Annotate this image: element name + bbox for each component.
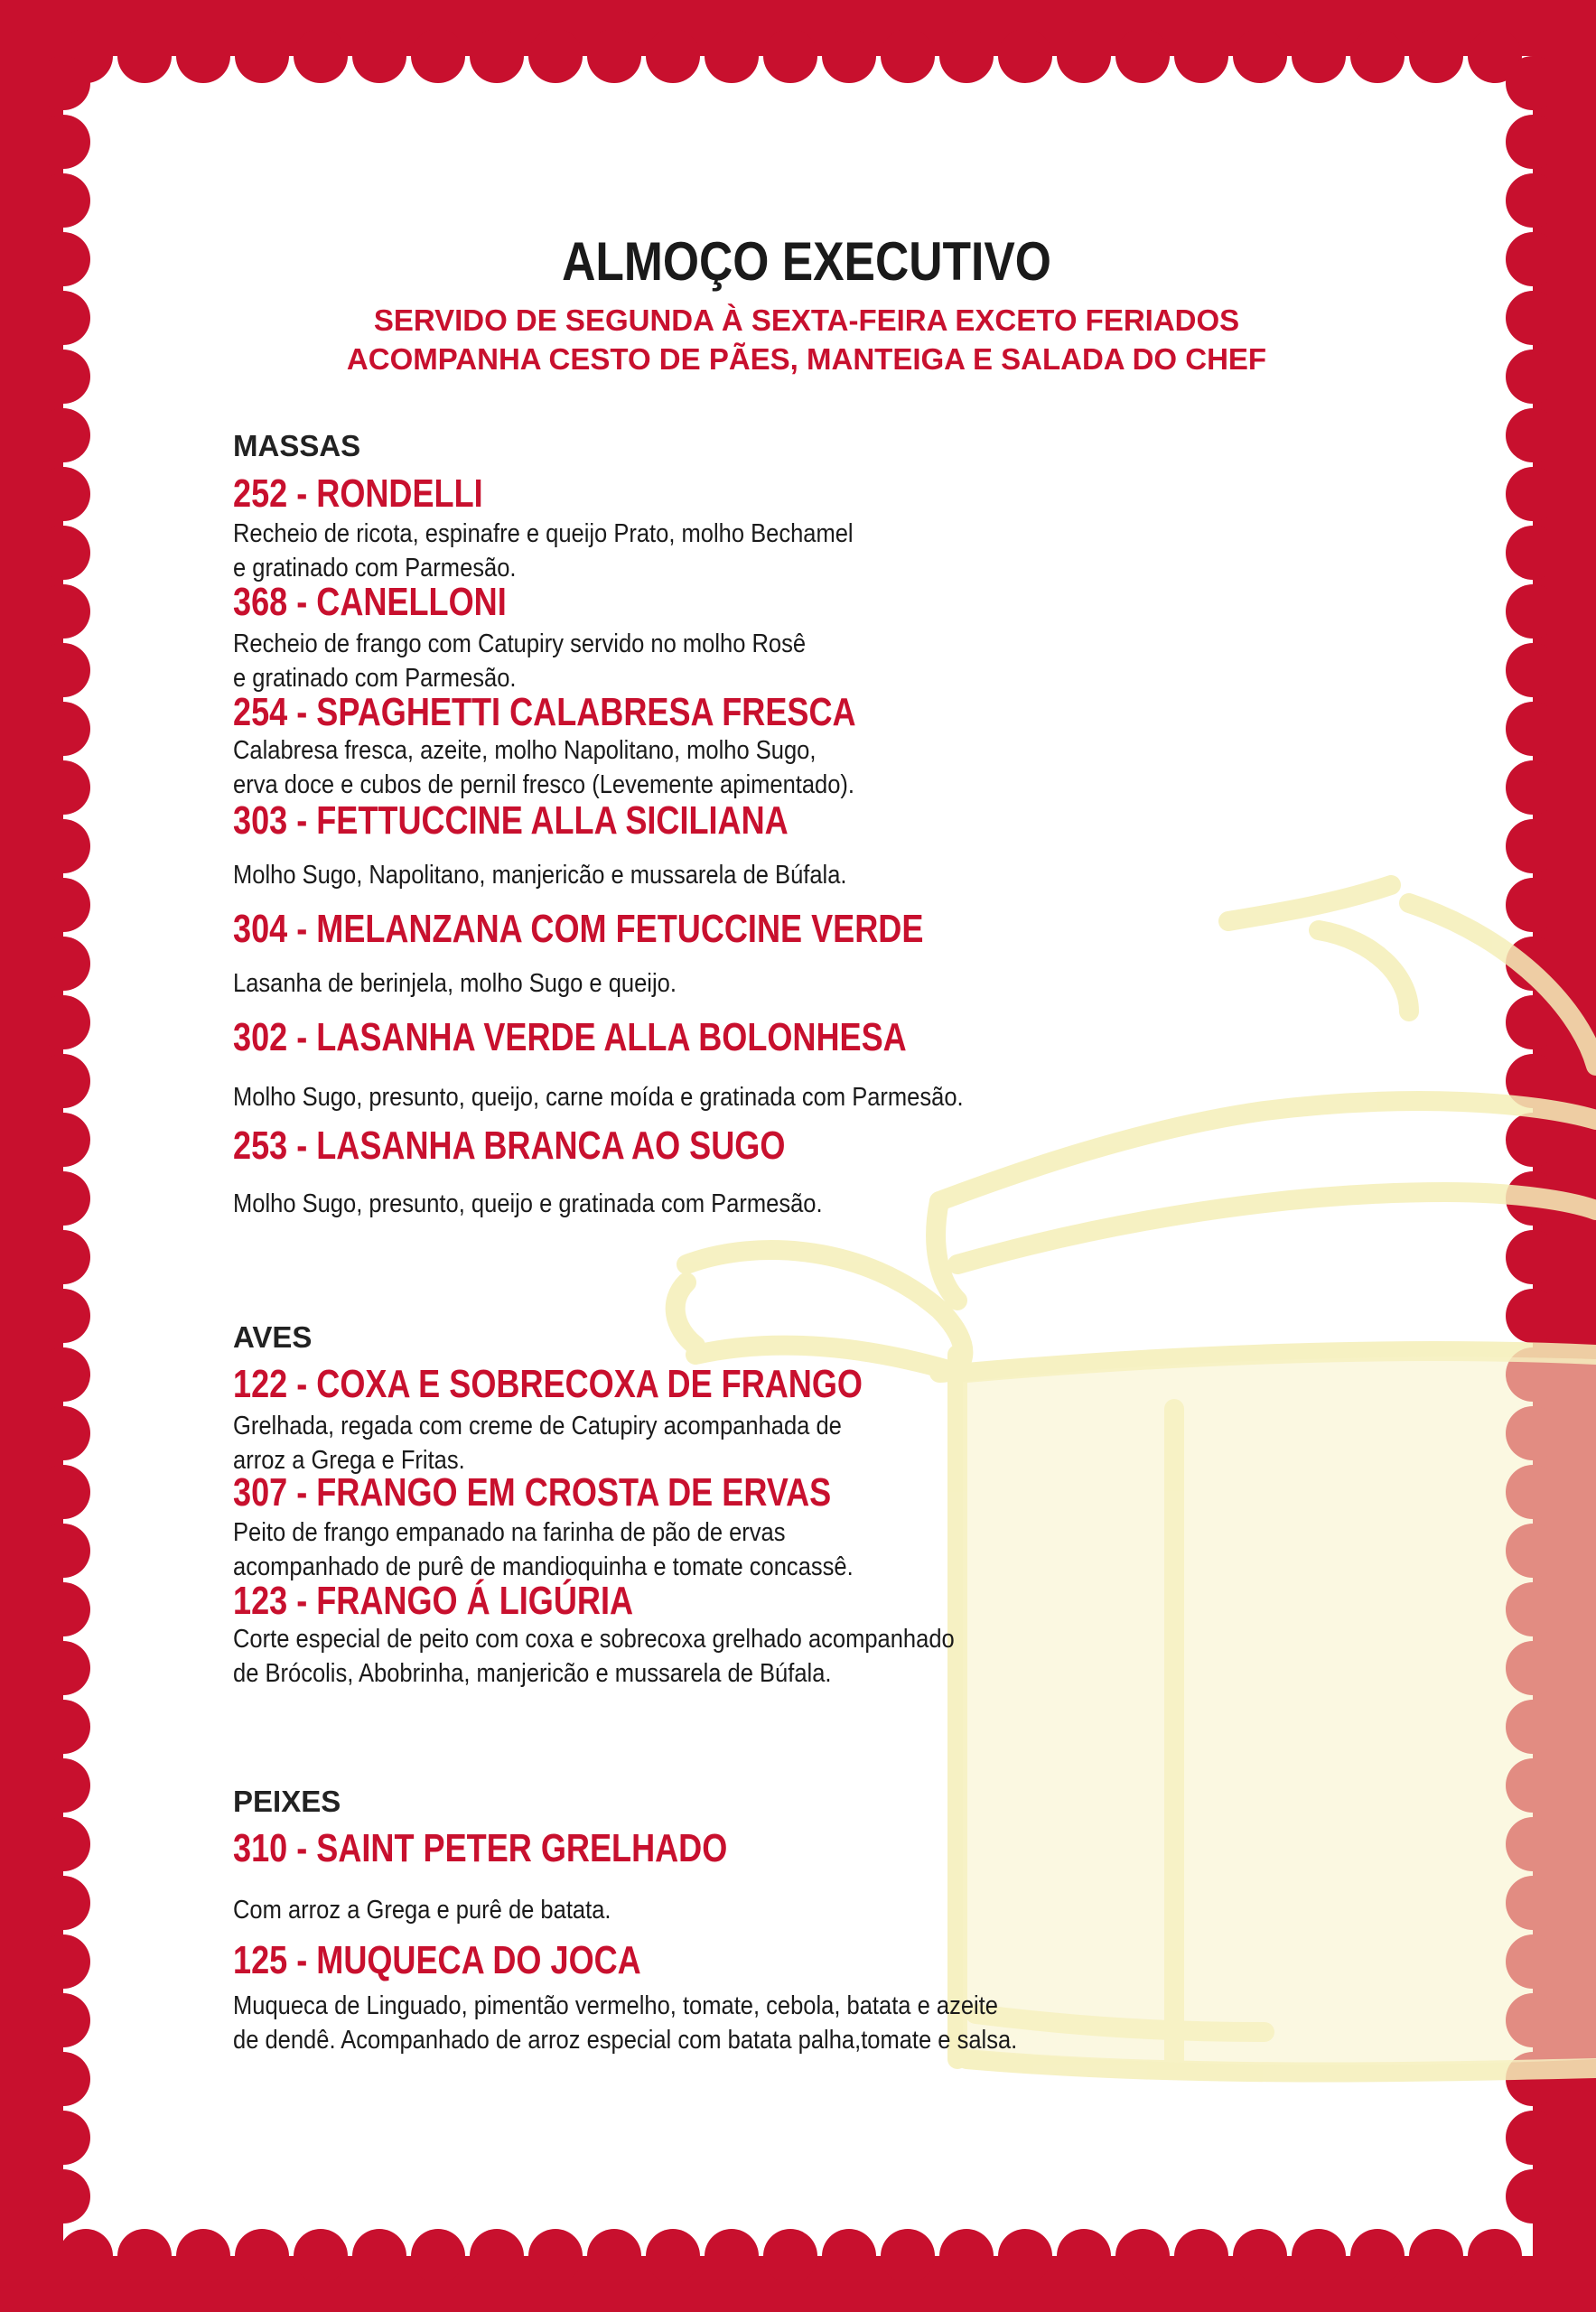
section-peixes-label: PEIXES [233,1785,341,1818]
item-saint-peter-name: 310 - SAINT PETER GRELHADO [233,1826,728,1870]
item-fettuccine-desc: Molho Sugo, Napolitano, manjericão e mussarela de Búfala. [233,861,847,890]
subtitle-includes: ACOMPANHA CESTO DE PÃES, MANTEIGA E SALADA DO CHEF [346,342,1267,376]
page-title: ALMOÇO EXECUTIVO [562,231,1051,292]
item-lasanha-verde-desc: Molho Sugo, presunto, queijo, carne moída e gratinada com Parmesão. [233,1083,964,1112]
item-melanzana-name: 304 - MELANZANA COM FETUCCINE VERDE [233,907,924,951]
item-muqueca-name: 125 - MUQUECA DO JOCA [233,1938,641,1982]
item-rondelli-name: 252 - RONDELLI [233,471,483,516]
subtitle-days: SERVIDO DE SEGUNDA À SEXTA-FEIRA EXCETO FERIADOS [373,303,1240,337]
item-rondelli-desc: Recheio de ricota, espinafre e queijo Prato, molho Bechamel e gratinado com Parmesão. [233,519,854,583]
item-frango-liguria-desc: Corte especial de peito com coxa e sobrecoxa grelhado acompanhado de Brócolis, Abobrinha, manjericão e mussarela de Búfala. [233,1625,955,1688]
item-spaghetti-desc: Calabresa fresca, azeite, molho Napolitano, molho Sugo, erva doce e cubos de pernil fresco (Levemente apimentado). [233,736,855,799]
item-muqueca-desc: Muqueca de Linguado, pimentão vermelho, tomate, cebola, batata e azeite de dendê. Acompanhado de arroz especial com batata palha,tomate e salsa. [233,1991,1018,2055]
item-coxa-name: 122 - COXA E SOBRECOXA DE FRANGO [233,1362,863,1406]
item-canelloni-name: 368 - CANELLONI [233,580,507,624]
item-frango-crosta-name: 307 - FRANGO EM CROSTA DE ERVAS [233,1470,832,1515]
section-massas-label: MASSAS [233,429,361,462]
item-frango-liguria-name: 123 - FRANGO Á LIGÚRIA [233,1579,634,1623]
item-melanzana-desc: Lasanha de berinjela, molho Sugo e queijo. [233,969,677,998]
item-saint-peter-desc: Com arroz a Grega e purê de batata. [233,1896,611,1925]
item-canelloni-desc: Recheio de frango com Catupiry servido no molho Rosê e gratinado com Parmesão. [233,629,807,693]
item-coxa-desc: Grelhada, regada com creme de Catupiry acompanhada de arroz a Grega e Fritas. [233,1412,842,1475]
item-lasanha-branca-name: 253 - LASANHA BRANCA AO SUGO [233,1123,786,1168]
item-fettuccine-name: 303 - FETTUCCINE ALLA SICILIANA [233,798,789,843]
item-spaghetti-name: 254 - SPAGHETTI CALABRESA FRESCA [233,690,856,734]
section-aves-label: AVES [233,1320,313,1354]
item-lasanha-branca-desc: Molho Sugo, presunto, queijo e gratinada com Parmesão. [233,1189,823,1218]
item-lasanha-verde-name: 302 - LASANHA VERDE ALLA BOLONHESA [233,1015,907,1059]
item-frango-crosta-desc: Peito de frango empanado na farinha de pão de ervas acompanhado de purê de mandioquinha e tomate concassê. [233,1518,854,1581]
